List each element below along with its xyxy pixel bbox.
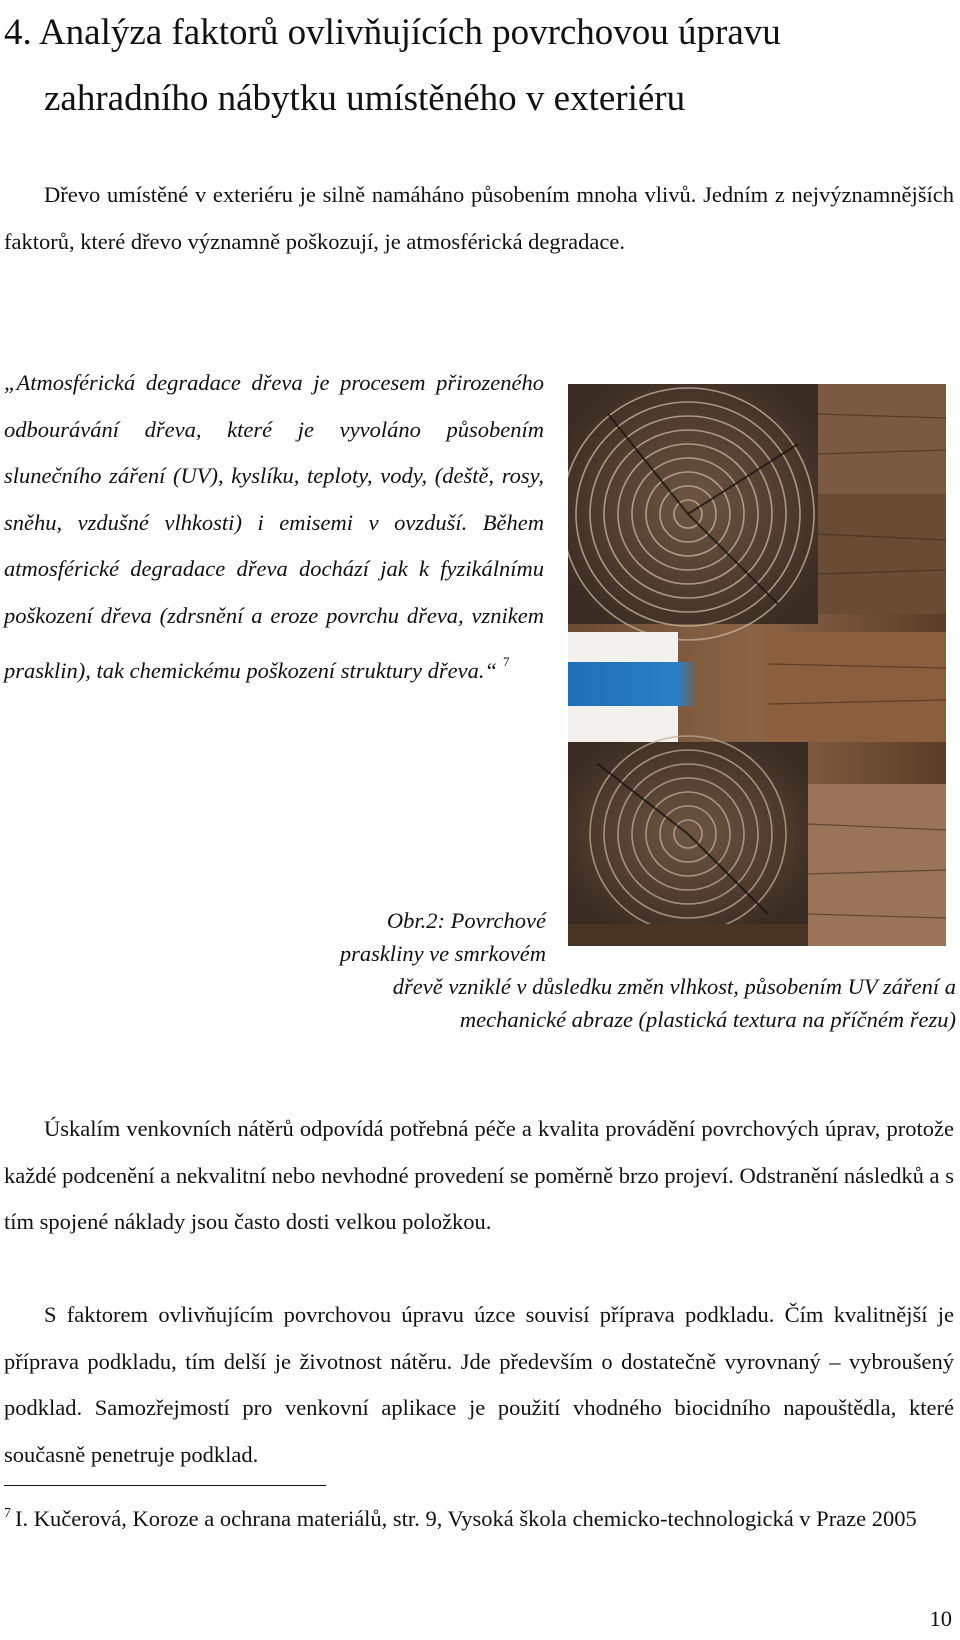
caption-line-4: mechanické abraze (plastická textura na příčném řezu) [459, 1007, 956, 1032]
caption-line-3: dřevě vzniklé v důsledku změn vlhkost, působením UV záření a [392, 974, 956, 999]
footnote [4, 1497, 954, 1536]
chapter-heading [4, 0, 924, 132]
quotation-text: „Atmosférická degradace dřeva je procesem přirozeného odbourávání dřeva, které je vyvoláno působením slunečního záření (UV), kyslíku, teploty, vody, (deště, rosy, sněhu, vzdušné vlhkosti) i emisemi v ovzduší. Během atmosférické degradace dřeva dochází jak k fyzikálnímu poškození dřeva (zdrsnění a eroze povrchu dřeva, vznikem prasklin), tak chemickému poškození struktury dřeva.“ [4, 370, 544, 683]
quotation-block [4, 360, 544, 695]
footnote-text: I. Kučerová, Koroze a ochrana materiálů, str. 9, Vysoká škola chemicko-technologická v Praze 2005 [15, 1506, 917, 1531]
footnote-separator [4, 1485, 326, 1486]
heading-line-1: 4. Analýza faktorů ovlivňujících povrchovou úpravu [4, 12, 781, 53]
caption-line-1: Obr.2: Povrchové [386, 908, 546, 933]
caption-line-2: praskliny ve smrkovém [339, 941, 546, 966]
footnote-reference: 7 [503, 654, 510, 669]
figure-caption [270, 904, 956, 1036]
weathered-wood-photo [568, 384, 946, 946]
body-paragraph-2: Úskalím venkovních nátěrů odpovídá potřebná péče a kvalita provádění povrchových úprav, protože každé podcenění a nekvalitní nebo nevhodné provedení se poměrně brzo projeví. Odstranění následků a s tím spojené náklady jsou často dosti velkou položkou. [4, 1116, 954, 1234]
intro-paragraph: Dřevo umístěné v exteriéru je silně namáháno působením mnoha vlivů. Jedním z nejvýznamnějších faktorů, které dřevo významně poškozují, je atmosférická degradace. [4, 182, 954, 254]
heading-line-2: zahradního nábytku umístěného v exteriéru [44, 78, 686, 119]
body-paragraph-3: S faktorem ovlivňujícím povrchovou úpravu úzce souvisí příprava podkladu. Čím kvalitnější je příprava podkladu, tím delší je životnost nátěru. Jde především o dostatečně vyrovnaný – vybroušený podklad. Samozřejmostí pro venkovní aplikace je použití vhodného biocidního napouštědla, které současně penetruje podklad. [4, 1302, 954, 1467]
footnote-number: 7 [4, 1506, 11, 1521]
page-number: 10 [929, 1606, 952, 1631]
